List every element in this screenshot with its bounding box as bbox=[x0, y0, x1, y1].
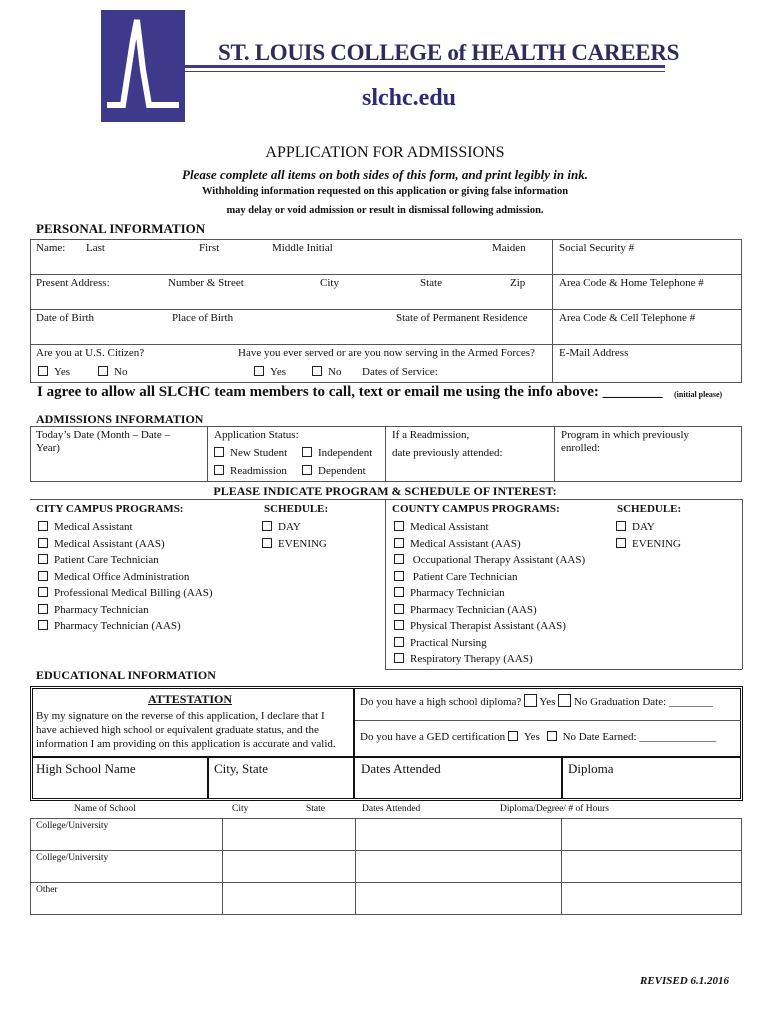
college-row-2[interactable]: College/University bbox=[36, 853, 109, 863]
city-program-label: Pharmacy Technician (AAS) bbox=[54, 620, 181, 632]
citizen-no[interactable]: No bbox=[98, 366, 127, 378]
checkbox-icon[interactable] bbox=[558, 694, 571, 707]
form-warning-1: Withholding information requested on this application or giving false information bbox=[201, 186, 569, 197]
city-field[interactable]: City bbox=[320, 277, 339, 289]
header-rule-thin bbox=[185, 71, 665, 72]
checkbox-icon bbox=[38, 521, 48, 531]
city-option-6[interactable] bbox=[38, 620, 213, 637]
city-option-3[interactable] bbox=[38, 571, 213, 588]
col-name-school: Name of School bbox=[74, 804, 136, 814]
checkbox-icon bbox=[394, 604, 404, 614]
city-program-label: Professional Medical Billing (AAS) bbox=[54, 587, 213, 599]
college-row-1[interactable]: College/University bbox=[36, 821, 109, 831]
county-option-7[interactable] bbox=[394, 637, 585, 654]
armed-forces-question: Have you ever served or are you now serving in the Armed Forces? bbox=[238, 347, 535, 359]
city-option-2[interactable] bbox=[38, 554, 213, 571]
name-label: Name: bbox=[36, 242, 66, 254]
attestation-text-2: have achieved high school or equivalent graduate status, and the bbox=[36, 724, 319, 736]
county-schedule-heading: SCHEDULE: bbox=[617, 503, 682, 515]
city-program-label: Medical Office Administration bbox=[54, 570, 190, 583]
form-warning-2: may delay or void admission or result in dismissal following admission. bbox=[226, 205, 544, 216]
cell-phone-field[interactable]: Area Code & Cell Telephone # bbox=[559, 312, 696, 324]
county-program-label: Respiratory Therapy (AAS) bbox=[410, 653, 533, 665]
readmission-label: If a Readmission, bbox=[392, 429, 470, 441]
college-logo bbox=[101, 10, 185, 122]
checkbox-icon bbox=[38, 604, 48, 614]
city-program-list bbox=[38, 521, 213, 637]
street-field[interactable]: Number & Street bbox=[168, 277, 244, 289]
checkbox-icon bbox=[98, 366, 108, 376]
checkbox-icon bbox=[616, 538, 626, 548]
checkbox-icon bbox=[394, 620, 404, 630]
city-schedule-heading: SCHEDULE: bbox=[264, 503, 329, 515]
prev-attended-field[interactable]: date previously attended: bbox=[392, 447, 503, 459]
todays-date-field[interactable]: Today’s Date (Month – Date – bbox=[36, 429, 170, 441]
initial-note: (initial please) bbox=[674, 390, 723, 399]
form-instruction: Please complete all items on both sides of this form, and print legibly in ink. bbox=[182, 167, 588, 182]
checkbox-icon bbox=[394, 538, 404, 548]
col-city: City bbox=[232, 804, 249, 814]
checkbox-icon bbox=[312, 366, 322, 376]
dob-field[interactable]: Date of Birth bbox=[36, 312, 95, 324]
personal-heading: PERSONAL INFORMATION bbox=[36, 221, 206, 236]
todays-date-year: Year) bbox=[36, 442, 60, 454]
col-dates: Dates Attended bbox=[362, 804, 421, 814]
residence-state-field[interactable]: State of Permanent Residence bbox=[396, 312, 528, 324]
ged-question: Do you have a GED certification Yes No Date Earned: ______________ bbox=[360, 731, 717, 743]
first-name-field[interactable]: First bbox=[199, 242, 220, 254]
county-program-label: Practical Nursing bbox=[410, 636, 487, 649]
city-option-0[interactable] bbox=[38, 521, 213, 538]
checkbox-icon bbox=[38, 571, 48, 581]
last-name-field[interactable]: Last bbox=[86, 242, 105, 254]
checkbox-icon bbox=[262, 521, 272, 531]
checkbox-icon[interactable] bbox=[508, 731, 518, 741]
checkbox-icon bbox=[394, 554, 404, 564]
county-program-label: Medical Assistant bbox=[410, 521, 489, 533]
city-option-1[interactable] bbox=[38, 538, 213, 555]
college-name: ST. LOUIS COLLEGE of HEALTH CAREERS bbox=[218, 40, 680, 65]
city-campus-heading: CITY CAMPUS PROGRAMS: bbox=[36, 503, 184, 515]
middle-initial-field[interactable]: Middle Initial bbox=[272, 242, 333, 254]
program-interest-heading: PLEASE INDICATE PROGRAM & SCHEDULE OF INTEREST: bbox=[213, 484, 557, 498]
present-address-label: Present Address: bbox=[36, 277, 110, 289]
city-option-4[interactable] bbox=[38, 587, 213, 604]
zip-field[interactable]: Zip bbox=[510, 277, 526, 289]
attestation-text-3: information I am providing on this application is accurate and valid. bbox=[36, 738, 336, 750]
pob-field[interactable]: Place of Birth bbox=[172, 312, 234, 324]
attestation-text-1: By my signature on the reverse of this application, I declare that I bbox=[36, 710, 325, 722]
county-program-list bbox=[394, 521, 585, 670]
col-state: State bbox=[306, 804, 325, 814]
county-campus-heading: COUNTY CAMPUS PROGRAMS: bbox=[392, 503, 560, 515]
checkbox-icon bbox=[394, 653, 404, 663]
city-option-5[interactable] bbox=[38, 604, 213, 621]
dates-of-service-field[interactable]: Dates of Service: bbox=[362, 366, 438, 378]
city-program-label: Pharmacy Technician bbox=[54, 603, 149, 616]
checkbox-icon bbox=[394, 637, 404, 647]
citizen-yes[interactable]: Yes bbox=[38, 366, 70, 378]
dependent-option[interactable]: Dependent bbox=[302, 465, 366, 477]
college-table bbox=[30, 818, 742, 915]
independent-option[interactable]: Independent bbox=[302, 447, 372, 459]
checkbox-icon bbox=[262, 538, 272, 548]
checkbox-icon bbox=[38, 587, 48, 597]
home-phone-field[interactable]: Area Code & Home Telephone # bbox=[559, 277, 704, 289]
prev-program-enrolled: enrolled: bbox=[561, 442, 601, 454]
county-option-2[interactable] bbox=[394, 554, 585, 571]
admissions-heading: ADMISSIONS INFORMATION bbox=[36, 412, 204, 426]
county-option-8[interactable] bbox=[394, 653, 585, 670]
city-program-label: Medical Assistant (AAS) bbox=[54, 537, 165, 550]
checkbox-icon bbox=[38, 554, 48, 564]
col-degree: Diploma/Degree/ # of Hours bbox=[500, 804, 609, 814]
checkbox-icon bbox=[254, 366, 264, 376]
armed-no[interactable]: No bbox=[312, 366, 341, 378]
county-option-5[interactable] bbox=[394, 604, 585, 621]
checkbox-icon bbox=[38, 620, 48, 630]
email-field[interactable]: E-Mail Address bbox=[559, 347, 629, 359]
prev-program-field[interactable]: Program in which previously bbox=[561, 429, 690, 441]
maiden-name-field[interactable]: Maiden bbox=[492, 242, 526, 254]
checkbox-icon[interactable] bbox=[524, 694, 537, 707]
app-status-label: Application Status: bbox=[214, 429, 299, 441]
checkbox-icon[interactable] bbox=[547, 731, 557, 741]
county-evening-option[interactable]: EVENING bbox=[616, 538, 681, 550]
county-option-3[interactable] bbox=[394, 571, 585, 588]
checkbox-icon bbox=[394, 587, 404, 597]
ssn-field[interactable]: Social Security # bbox=[559, 242, 635, 254]
city-evening-option[interactable]: EVENING bbox=[262, 538, 327, 550]
county-option-0[interactable] bbox=[394, 521, 585, 538]
county-option-4[interactable] bbox=[394, 587, 585, 604]
county-program-label: Patient Care Technician bbox=[410, 570, 518, 583]
checkbox-icon bbox=[394, 521, 404, 531]
city-program-label: Medical Assistant bbox=[54, 521, 133, 533]
checkbox-icon bbox=[302, 465, 312, 475]
county-program-label: Pharmacy Technician bbox=[410, 587, 505, 599]
city-day-option[interactable]: DAY bbox=[262, 521, 301, 533]
checkbox-icon bbox=[616, 521, 626, 531]
hs-name-field[interactable]: High School Name bbox=[36, 761, 136, 776]
county-option-1[interactable] bbox=[394, 538, 585, 555]
county-program-label: Medical Assistant (AAS) bbox=[410, 537, 521, 550]
checkbox-icon bbox=[214, 447, 224, 457]
hs-city-state-field[interactable]: City, State bbox=[214, 761, 269, 776]
hs-diploma-field[interactable]: Diploma bbox=[568, 761, 614, 776]
form-title: APPLICATION FOR ADMISSIONS bbox=[265, 144, 505, 161]
county-program-label: Pharmacy Technician (AAS) bbox=[410, 603, 537, 616]
new-student-option[interactable]: New Student bbox=[214, 447, 287, 459]
hs-dates-field[interactable]: Dates Attended bbox=[361, 761, 441, 776]
county-program-label: Occupational Therapy Assistant (AAS) bbox=[410, 554, 586, 566]
checkbox-icon bbox=[214, 465, 224, 475]
state-field[interactable]: State bbox=[420, 277, 442, 289]
armed-yes[interactable]: Yes bbox=[254, 366, 286, 378]
education-heading: EDUCATIONAL INFORMATION bbox=[36, 668, 216, 682]
citizen-question: Are you at U.S. Citizen? bbox=[36, 347, 145, 359]
other-row[interactable]: Other bbox=[36, 885, 58, 895]
city-program-label: Patient Care Technician bbox=[54, 554, 159, 566]
college-website: slchc.edu bbox=[362, 85, 457, 111]
checkbox-icon bbox=[38, 538, 48, 548]
county-program-label: Physical Therapist Assistant (AAS) bbox=[410, 620, 566, 632]
checkbox-icon bbox=[302, 447, 312, 457]
revised-date: REVISED 6.1.2016 bbox=[640, 975, 729, 987]
personal-grid bbox=[30, 239, 742, 383]
checkbox-icon bbox=[394, 571, 404, 581]
checkbox-icon bbox=[38, 366, 48, 376]
county-option-6[interactable] bbox=[394, 620, 585, 637]
readmission-option[interactable]: Readmission bbox=[214, 465, 287, 477]
diploma-question: Do you have a high school diploma? Yes No Graduation Date: ________ bbox=[360, 696, 713, 708]
attestation-title: ATTESTATION bbox=[148, 692, 233, 706]
consent-statement[interactable]: I agree to allow all SLCHC team members to call, text or email me using the info above: ________ bbox=[37, 384, 663, 400]
county-day-option[interactable]: DAY bbox=[616, 521, 655, 533]
